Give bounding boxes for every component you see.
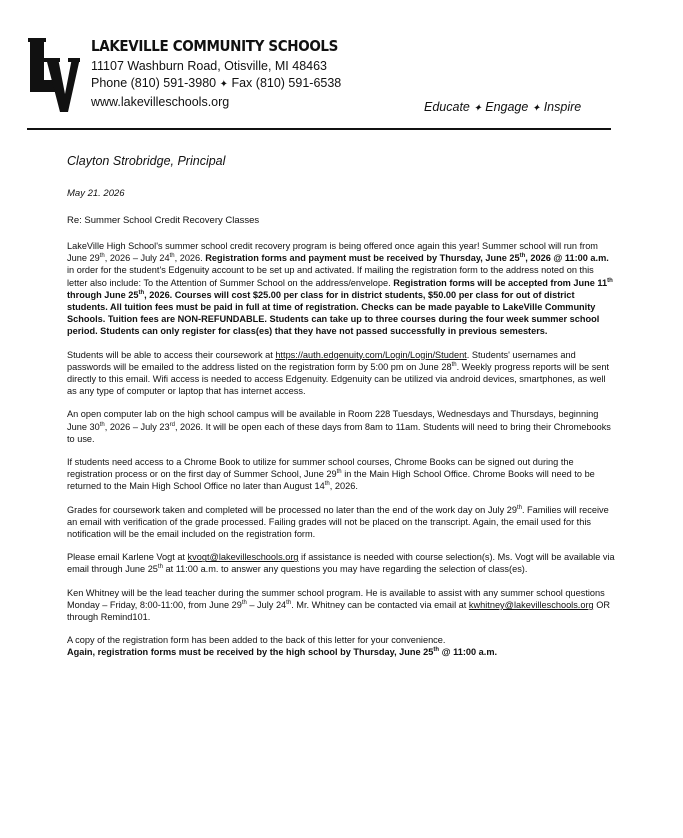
edgenuity-link[interactable]: https://auth.edgenuity.com/Login/Login/Student (275, 349, 467, 360)
fax: Fax (810) 591-6538 (231, 76, 342, 90)
paragraph-chromebooks: If students need access to a Chrome Book to utilize for summer school courses, Chrome Books can be signed out during the registration process or on the first day of Summer School, June 29th in the Main High School Office. Chrome Books will need to be returned to the Main High School Office no later than August 14th, 2026. (67, 457, 595, 492)
school-name: LAKEVILLE COMMUNITY SCHOOLS (91, 37, 339, 55)
star-icon: ✦ (473, 103, 482, 114)
paragraph-access: Students will be able to access their coursework at https://auth.edgenuity.com/Login/Login/Student. Students' usernames and passwords will be emailed to the address listed on the registration form by 5:00 pm on June 28th. Weekly progress reports will be sent directly to this email. Wifi access is needed to access Edgenuity. Edgenuity can be utilized via android devices, smartphones, as well as any type of computer or laptop that has internet access. (67, 349, 610, 397)
letterhead (91, 38, 366, 111)
motto-word: Inspire (543, 100, 582, 114)
vogt-email-link[interactable]: kvogt@lakevilleschools.org (187, 552, 299, 563)
star-icon: ✦ (219, 79, 228, 90)
paragraph-grades: Grades for coursework taken and completed will be processed no later than the end of the work day on July 29th. Families will receive an email with verification of the grade processed. Failing grades will not be placed on the transcript. Again, the email used for this notification will be the email included on the registration form. (67, 504, 609, 540)
paragraph-course-selection: Please email Karlene Vogt at kvogt@lakevilleschools.org if assistance is needed with course selection(s). Ms. Vogt will be available via email through June 25th at 11:00 a.m. to answer any questions you may have regarding the selection of class(es). (67, 552, 615, 575)
whitney-email-link[interactable]: kwhitney@lakevilleschools.org (468, 599, 594, 610)
subject-line: Re: Summer School Credit Recovery Classes (67, 215, 260, 226)
address: 11107 Washburn Road, Otisville, MI 48463 (91, 58, 328, 73)
website[interactable]: www.lakevilleschools.org (91, 94, 230, 109)
star-icon: ✦ (531, 103, 541, 114)
motto-word: Engage (485, 100, 529, 114)
paragraph-lead-teacher: Ken Whitney will be the lead teacher during the summer school program. He is available to assist with any summer school questions Monday – Friday, 8:00-11:00, from June 29th – July 24th. Mr. Whitney can be contacted via email at kwhitney@lakevilleschools.org OR through Remind101. (67, 587, 610, 623)
letter-body (67, 240, 615, 659)
motto (424, 100, 581, 114)
lakeville-logo (28, 36, 80, 114)
principal-name: Clayton Strobridge, Principal (67, 154, 226, 168)
letter-date: May 21. 2026 (67, 188, 125, 199)
motto-word: Educate (424, 100, 470, 114)
phone: Phone (810) 591-3980 (91, 76, 217, 90)
paragraph-registration: LakeVille High School's summer school credit recovery program is being offered once again this year! Summer school will run from June 29th, 2026 – July 24th, 2026. Registration forms and payment must be received by Thursday, June 25th, 2026 @ 11:00 a.m. in order for the student's Edgenuity account to be set up and activated. If mailing the registration form to the address noted on this letter also include: To the Attention of Summer School on the address/envelope. Registration forms will be accepted from June 11th through June 25th, 2026. Courses will cost $25.00 per class for in district students, $50.00 per class for out of district students. All tuition fees must be paid in full at time of registration. Checks can be made payable to LakeVille Community Schools. Tuition fees are NON-REFUNDABLE. Students can take up to three courses during the four week summer school period. Students can only register for class(es) that they have not passed successfully in previous semesters. (67, 241, 613, 337)
paragraph-closing: A copy of the registration form has been added to the back of this letter for your convenience. Again, registration forms must be received by the high school by Thursday, June 25th @ 11:00 a.m. (67, 635, 498, 658)
phone-fax (91, 75, 366, 94)
header-divider (27, 128, 611, 130)
paragraph-computer-lab: An open computer lab on the high school campus will be available in Room 228 Tuesdays, Wednesdays and Thursdays, beginning June 30th, 2026 – July 23rd, 2026. It will be open each of these days from 8am to 11am. Students will need to bring their Chromebooks to use. (67, 409, 611, 444)
